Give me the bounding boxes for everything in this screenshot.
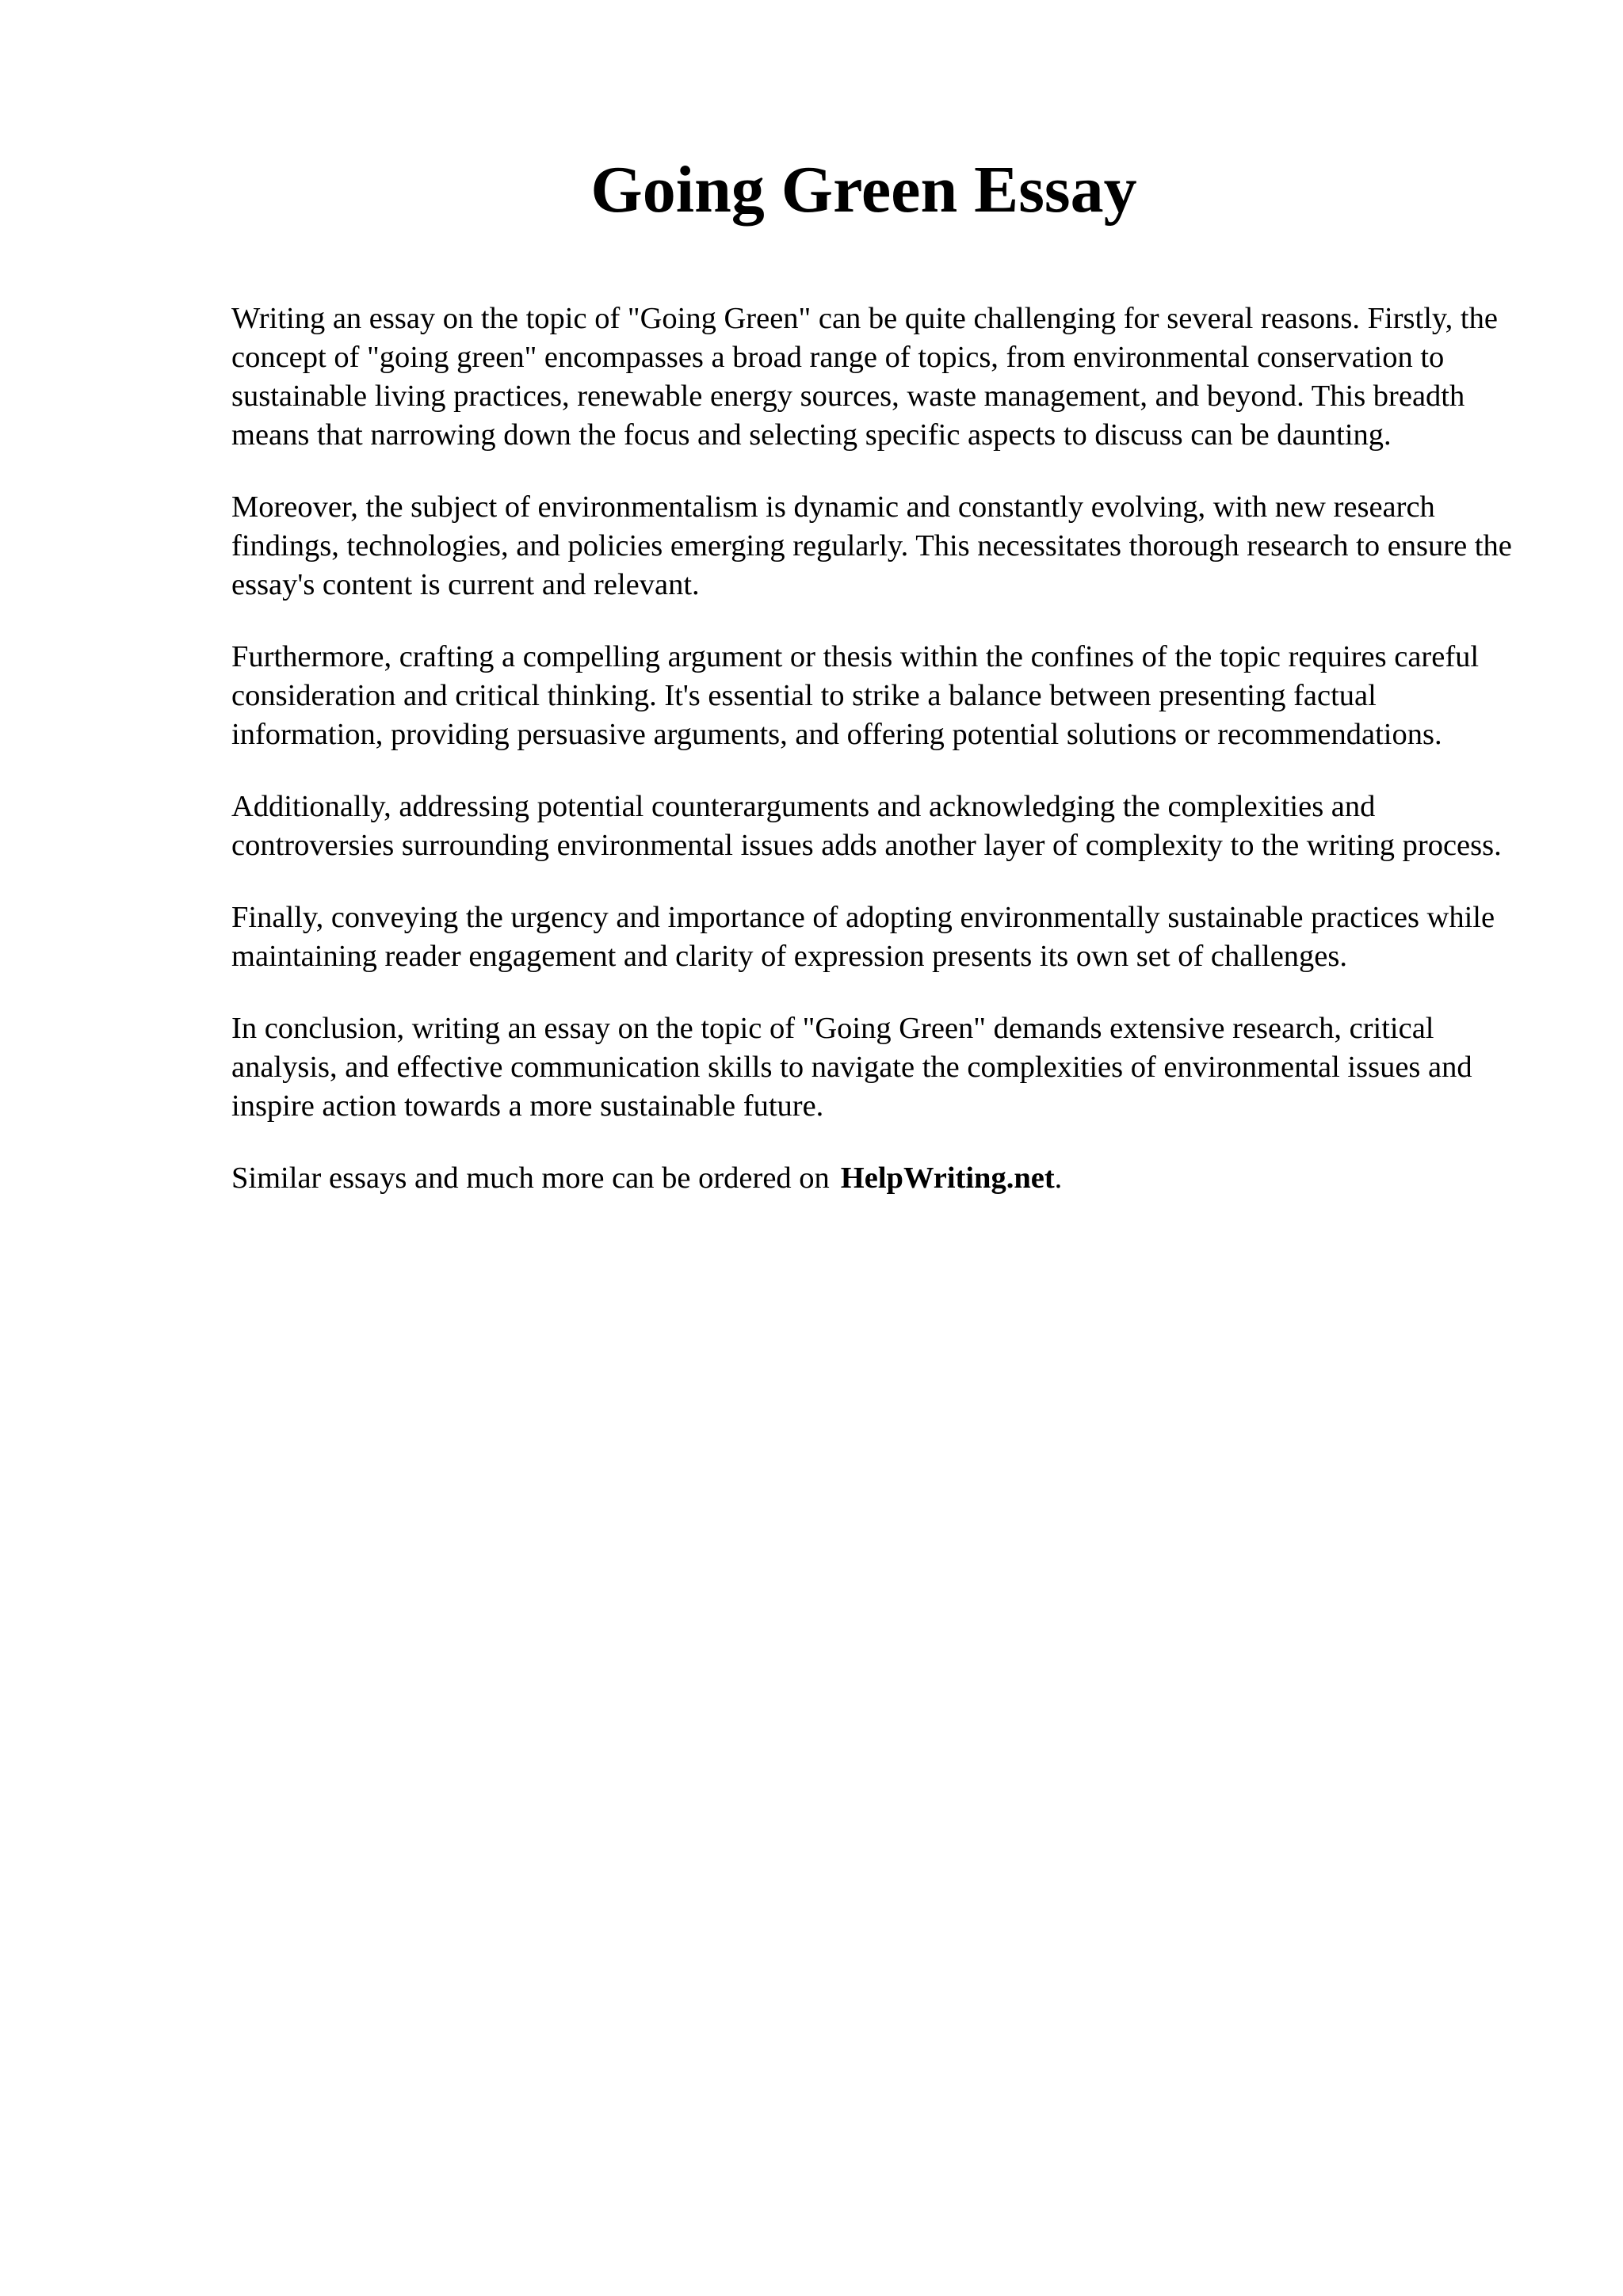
closing-line <box>231 1159 1515 1198</box>
paragraph-1: Writing an essay on the topic of "Going Green" can be quite challenging for several reasons. Firstly, the concept of "going green" encompasses a broad range of topics, from environmental conservation to sustainable living practices, renewable energy sources, waste management, and beyond. This breadth means that narrowing down the focus and selecting specific aspects to discuss can be daunting. <box>231 302 1498 452</box>
paragraph-6: In conclusion, writing an essay on the topic of "Going Green" demands extensive research, critical analysis, and effective communication skills to navigate the complexities of environmental issues and inspire action towards a more sustainable future. <box>231 1012 1472 1123</box>
brand-link[interactable]: HelpWriting.net <box>840 1161 1055 1195</box>
essay-body <box>231 299 1515 1231</box>
closing-text: Similar essays and much more can be ordered on <box>231 1161 830 1195</box>
paragraph-2: Moreover, the subject of environmentalism is dynamic and constantly evolving, with new research findings, technologies, and policies emerging regularly. This necessitates thorough research to ensure the essay's content is current and relevant. <box>231 490 1512 601</box>
paragraph-5: Finally, conveying the urgency and importance of adopting environmentally sustainable practices while maintaining reader engagement and clarity of expression presents its own set of challenges. <box>231 901 1495 973</box>
paragraph-3: Furthermore, crafting a compelling argument or thesis within the confines of the topic requires careful consideration and critical thinking. It's essential to strike a balance between presenting factual information, providing persuasive arguments, and offering potential solutions or recommendations. <box>231 640 1480 751</box>
page-title: Going Green Essay <box>590 153 1137 227</box>
paragraph-4: Additionally, addressing potential counterarguments and acknowledging the complexities and controversies surrounding environmental issues adds another layer of complexity to the writing process. <box>231 790 1502 862</box>
closing-period: . <box>1054 1161 1063 1195</box>
